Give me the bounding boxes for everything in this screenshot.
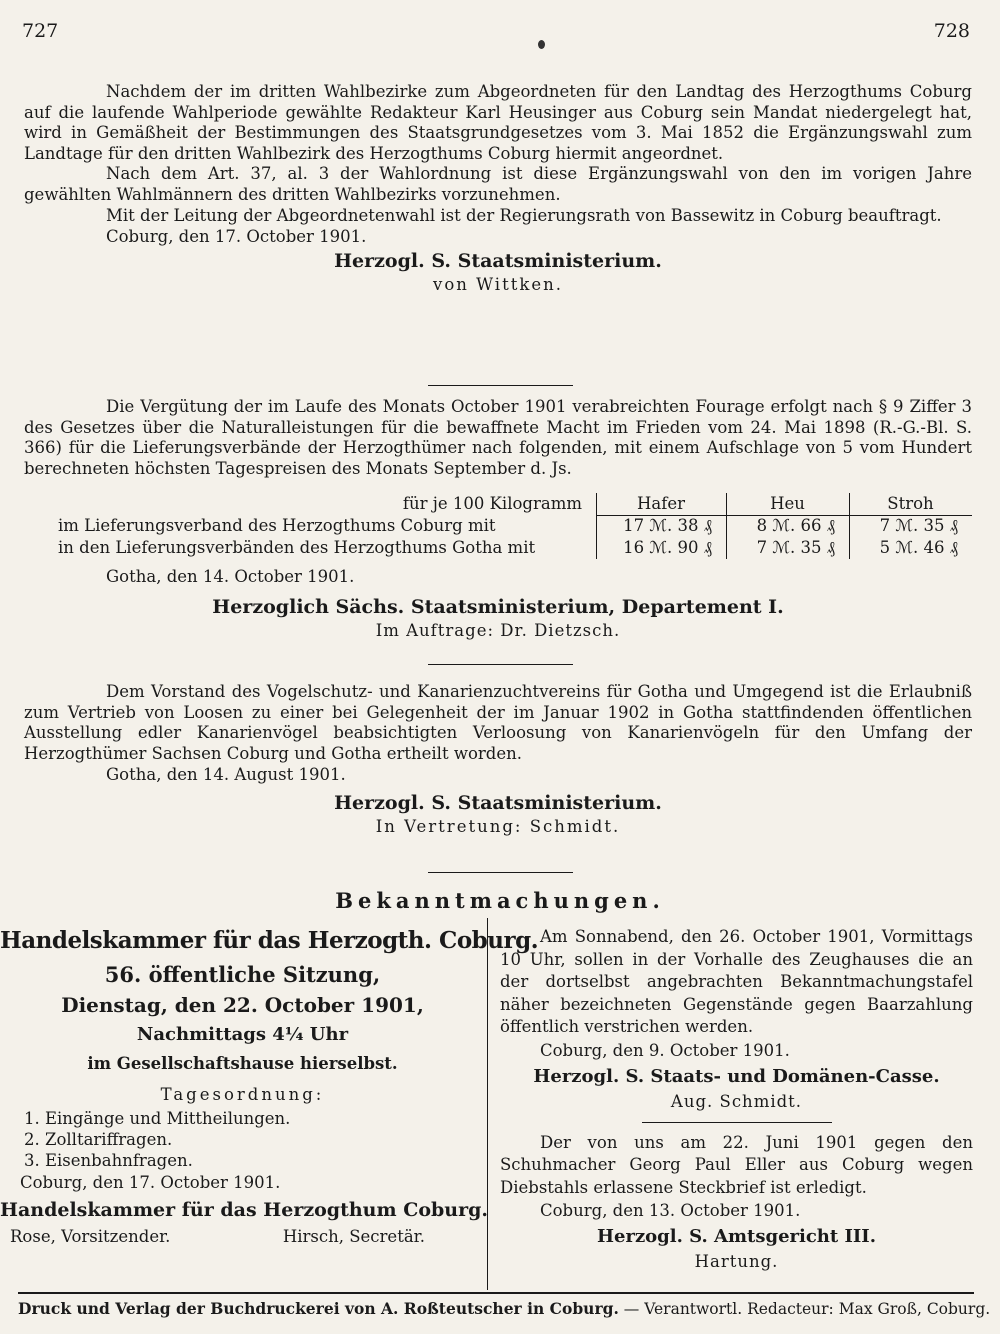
divider (642, 1122, 832, 1123)
table-row (24, 515, 972, 537)
price-table (24, 493, 972, 559)
table-column-line (596, 493, 597, 559)
notice-paragraph: Am Sonnabend, den 26. October 1901, Vormittags 10 Uhr, sollen in der Vorhalle des Zeughauses die an der dortselbst angebrachten Bekanntmachungstafel näher bezeichneten Gegenstände gegen Baarzahlung öffentlich verstrichen werden. (500, 927, 973, 1036)
print-mark (538, 40, 545, 49)
list-item: 3. Eisenbahnfragen. (24, 1151, 193, 1170)
divider (428, 664, 573, 665)
page-number-right: 728 (933, 20, 970, 42)
session-date: Dienstag, den 22. October 1901, (61, 993, 424, 1017)
cell-heu: 7 ℳ. 35 ₰ (756, 538, 835, 557)
notice-date: Coburg, den 17. October 1901. (106, 227, 367, 247)
notice-signature: In Vertretung: Schmidt. (375, 817, 621, 837)
footer-rule (18, 1292, 974, 1294)
imprint-editor: — Verantwortl. Redacteur: Max Groß, Coburg. (623, 1300, 991, 1318)
right-column-notices (500, 926, 973, 1273)
notice-signature: Aug. Schmidt. (670, 1091, 803, 1111)
handelskammer-heading: Handelskammer für das Herzogth. Coburg. (0, 927, 539, 954)
notice-paragraph: Die Vergütung der im Laufe des Monats October 1901 verabreichten Fourage erfolgt nach § 9 Ziffer 3 des Gesetzes über die Naturalleistungen für die bewaffnete Macht im Frieden vom 24. Mai 1898 (R.-G.-Bl. S. 366) für die Lieferungsverbände der Herzogthümer nach folgenden, mit einem Aufschlage von 5 vom Hundert berechneten höchsten Tagespreisen des Monats September d. Js. (24, 397, 972, 478)
notice-lotterie (24, 682, 972, 838)
cell-stroh: 5 ℳ. 46 ₰ (879, 538, 958, 557)
divider (428, 872, 573, 873)
header-heu: Heu (770, 494, 805, 513)
unit-header: für je 100 Kilogramm (402, 494, 582, 513)
notice-fourage (24, 397, 972, 479)
notice-authority: Herzogl. S. Staatsministerium. (334, 250, 662, 273)
cell-heu: 8 ℳ. 66 ₰ (756, 516, 835, 535)
signer-chair: Rose, Vorsitzender. (10, 1227, 171, 1246)
notice-paragraph: Mit der Leitung der Abgeordnetenwahl ist der Regierungsrath von Bassewitz in Coburg beauftragt. (106, 205, 942, 225)
header-stroh: Stroh (887, 494, 934, 513)
notice-paragraph: Nachdem der im dritten Wahlbezirke zum Abgeordneten für den Landtag des Herzogthums Coburg auf die laufende Wahlperiode gewählte Redakteur Karl Heusinger aus Coburg sein Mandat niedergelegt hat, wird in Gemäßheit der Bestimmungen des Staatsgrundgesetzes vom 3. Mai 1852 die Ergänzungswahl zum Landtage für den dritten Wahlbezirk des Herzogthums Coburg hiermit angeordnet. (24, 82, 972, 163)
divider (428, 385, 573, 386)
session-place: im Gesellschaftshause hierselbst. (87, 1054, 398, 1073)
row-label: in den Lieferungsverbänden des Herzogthums Gotha mit (58, 538, 536, 557)
notice-date: Gotha, den 14. August 1901. (106, 765, 346, 785)
notice-date: Gotha, den 14. October 1901. (106, 567, 355, 586)
notice-authority: Herzogl. S. Amtsgericht III. (597, 1226, 876, 1247)
price-table-header (24, 493, 972, 515)
agenda-title: Tagesordnung: (160, 1085, 325, 1104)
notice-authority: Herzoglich Sächs. Staatsministerium, Departement I. (212, 596, 784, 618)
agenda-list (0, 1108, 485, 1171)
notice-signature: von Wittken. (433, 275, 563, 295)
imprint-printer: Druck und Verlag der Buchdruckerei von A. Roßteutscher in Coburg. (18, 1299, 619, 1318)
table-column-line (849, 493, 850, 559)
notice-authority: Herzogl. S. Staats- und Domänen-Casse. (533, 1065, 940, 1087)
imprint-footer (18, 1298, 991, 1320)
notice-fourage-close (24, 566, 972, 642)
notice-authority: Herzogl. S. Staatsministerium. (334, 792, 662, 815)
table-column-line (726, 493, 727, 559)
session-time: Nachmittags 4¼ Uhr (136, 1024, 349, 1045)
handelskammer-footer-heading: Handelskammer für das Herzogthum Coburg. (0, 1199, 489, 1221)
section-title: Bekanntmachungen. (335, 888, 665, 913)
notice-date: Coburg, den 9. October 1901. (540, 1040, 790, 1060)
handelskammer-date: Coburg, den 17. October 1901. (20, 1173, 281, 1192)
handelskammer-signers (0, 1225, 485, 1249)
left-column-handelskammer (0, 922, 539, 1249)
header-hafer: Hafer (637, 494, 685, 513)
notice-paragraph: Der von uns am 22. Juni 1901 gegen den Schuhmacher Georg Paul Eller aus Coburg wegen Diebstahls erlassene Steckbrief ist erledigt. (500, 1132, 973, 1197)
notice-signature: Hartung. (694, 1252, 779, 1271)
cell-hafer: 16 ℳ. 90 ₰ (623, 538, 712, 557)
signer-secretary: Hirsch, Secretär. (282, 1227, 425, 1246)
notice-paragraph: Dem Vorstand des Vogelschutz- und Kanarienzuchtvereins für Gotha und Umgegend ist die Erlaubniß zum Vertrieb von Loosen zu einer bei Gelegenheit der im Januar 1902 in Gotha stattfindenden öffentlichen Ausstellung edler Kanarienvögel beabsichtigten Verloosung von Kanarienvögeln für den Umfang der Herzogthümer Sachsen Coburg und Gotha ertheilt worden. (24, 682, 972, 763)
notice-date: Coburg, den 13. October 1901. (540, 1201, 801, 1220)
session-number: 56. öffentliche Sitzung, (104, 962, 381, 987)
column-divider (487, 918, 488, 1290)
notice-ergaenzungswahl (24, 82, 972, 296)
table-row (24, 537, 972, 559)
notice-paragraph: Nach dem Art. 37, al. 3 der Wahlordnung ist diese Ergänzungswahl von den im vorigen Jahre gewählten Wahlmännern des dritten Wahlbezirks vorzunehmen. (24, 164, 972, 204)
page-number-left: 727 (22, 20, 59, 42)
cell-stroh: 7 ℳ. 35 ₰ (879, 516, 958, 535)
list-item: 2. Zolltariffragen. (24, 1130, 173, 1149)
notice-signature: Im Auftrage: Dr. Dietzsch. (375, 621, 621, 640)
table-header-rule (596, 515, 972, 516)
row-label: im Lieferungsverband des Herzogthums Coburg mit (58, 516, 496, 535)
cell-hafer: 17 ℳ. 38 ₰ (623, 516, 712, 535)
list-item: 1. Eingänge und Mittheilungen. (24, 1109, 291, 1128)
